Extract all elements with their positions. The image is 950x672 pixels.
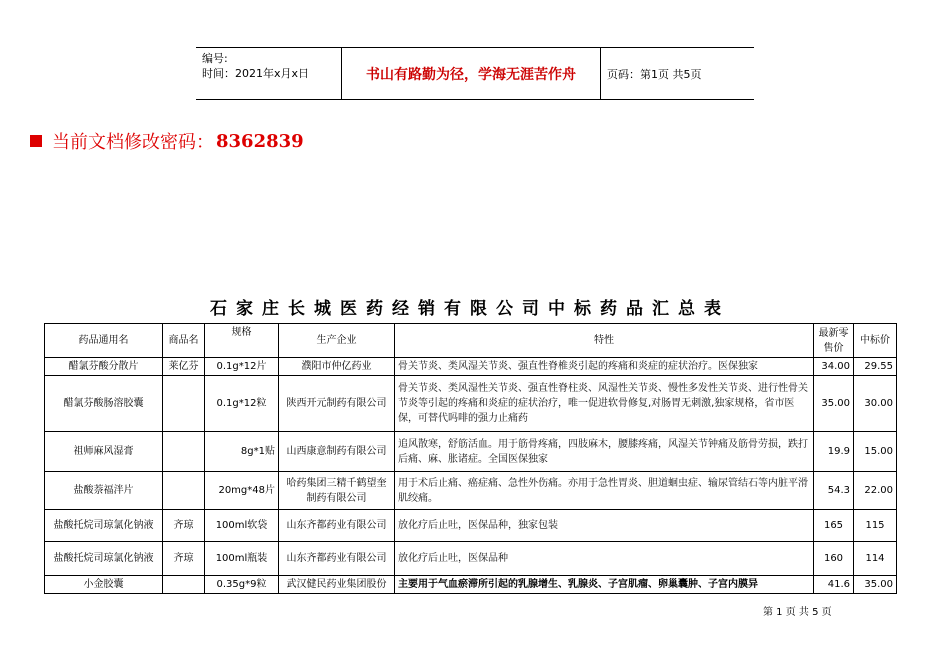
cell-brand: 齐琼 [163, 510, 205, 542]
cell-retail: 41.6 [814, 576, 854, 594]
cell-name: 醋氯芬酸肠溶胶囊 [45, 376, 163, 432]
cell-name: 盐酸萘福泮片 [45, 472, 163, 510]
header-motto: 书山有路勤为径，学海无涯苦作舟 [342, 48, 601, 99]
cell-bid: 114 [854, 542, 897, 576]
cell-maker: 武汉健民药业集团股份 [279, 576, 395, 594]
header-meta [196, 48, 342, 99]
page-header [196, 47, 754, 100]
cell-maker: 山东齐都药业有限公司 [279, 542, 395, 576]
cell-bid: 29.55 [854, 358, 897, 376]
cell-feature: 主要用于气血瘀滞所引起的乳腺增生、乳腺炎、子宫肌瘤、卵巢囊肿、子宫内膜异 [395, 576, 814, 594]
cell-name: 醋氯芬酸分散片 [45, 358, 163, 376]
cell-brand [163, 472, 205, 510]
cell-bid: 30.00 [854, 376, 897, 432]
cell-retail: 19.9 [814, 432, 854, 472]
table-row [45, 472, 897, 510]
cell-spec: 8g*1贴 [205, 432, 279, 472]
cell-spec: 20mg*48片 [205, 472, 279, 510]
cell-brand [163, 432, 205, 472]
cell-maker: 陕西开元制药有限公司 [279, 376, 395, 432]
col-header-retail: 最新零售价 [814, 324, 854, 358]
header-page-number: 页码：第1页 共5页 [607, 67, 702, 81]
col-header-brand: 商品名 [163, 324, 205, 358]
cell-spec: 100ml软袋 [205, 510, 279, 542]
cell-retail: 54.3 [814, 472, 854, 510]
password-label: 当前文档修改密码： [52, 132, 214, 153]
cell-retail: 160 [814, 542, 854, 576]
cell-name: 盐酸托烷司琼氯化钠液 [45, 510, 163, 542]
cell-feature: 放化疗后止吐，医保品种，独家包装 [395, 510, 814, 542]
cell-retail: 35.00 [814, 376, 854, 432]
cell-bid: 15.00 [854, 432, 897, 472]
table-row [45, 576, 897, 594]
cell-feature: 骨关节炎、类风湿性关节炎、强直性脊柱炎、风湿性关节炎、慢性多发性关节炎、进行性骨关节炎等引起的疼痛和炎症的症状治疗，唯一促进软骨修复,对肠胃无刺激,独家规格，省市医保，可替代吗啡的强力止痛药 [395, 376, 814, 432]
table-title: 石家庄长城医药经销有限公司中标药品汇总表 [210, 299, 730, 319]
cell-spec: 0.35g*9粒 [205, 576, 279, 594]
cell-name: 小金胶囊 [45, 576, 163, 594]
password-notice [30, 128, 304, 154]
cell-feature: 放化疗后止吐，医保品种 [395, 542, 814, 576]
cell-brand [163, 376, 205, 432]
cell-brand [163, 576, 205, 594]
col-header-spec: 规格 [205, 324, 279, 358]
table-row [45, 542, 897, 576]
cell-feature: 追风散寒，舒筋活血。用于筋骨疼痛，四肢麻木，腰膝疼痛，风湿关节钟痛及筋骨劳损，跌打后痛、麻、胀诸症。全国医保独家 [395, 432, 814, 472]
square-bullet-icon [30, 135, 42, 147]
cell-maker: 濮阳市仲亿药业 [279, 358, 395, 376]
table-row [45, 358, 897, 376]
password-code: 8362839 [216, 130, 304, 152]
table-row [45, 376, 897, 432]
cell-brand: 莱亿芬 [163, 358, 205, 376]
document-time: 时间：2021年x月x日 [202, 67, 310, 80]
cell-spec: 0.1g*12片 [205, 358, 279, 376]
cell-feature: 用于术后止痛、癌症痛、急性外伤痛。亦用于急性胃炎、胆道蛔虫症、输尿管结石等内脏平滑肌绞痛。 [395, 472, 814, 510]
cell-spec: 100ml瓶装 [205, 542, 279, 576]
cell-name: 盐酸托烷司琼氯化钠液 [45, 542, 163, 576]
col-header-feature: 特性 [395, 324, 814, 358]
table-row [45, 510, 897, 542]
document-number-label: 编号: [202, 52, 228, 65]
page-footer: 第 1 页 共 5 页 [763, 607, 832, 618]
table-row [45, 432, 897, 472]
col-header-name: 药品通用名 [45, 324, 163, 358]
cell-maker: 山东齐都药业有限公司 [279, 510, 395, 542]
cell-bid: 115 [854, 510, 897, 542]
cell-spec: 0.1g*12粒 [205, 376, 279, 432]
col-header-maker: 生产企业 [279, 324, 395, 358]
cell-bid: 22.00 [854, 472, 897, 510]
table-header-row [45, 324, 897, 358]
cell-bid: 35.00 [854, 576, 897, 594]
cell-maker: 哈药集团三精千鹤望奎制药有限公司 [279, 472, 395, 510]
cell-maker: 山西康意制药有限公司 [279, 432, 395, 472]
cell-feature: 骨关节炎、类风湿关节炎、强直性脊椎炎引起的疼痛和炎症的症状治疗。医保独家 [395, 358, 814, 376]
cell-retail: 34.00 [814, 358, 854, 376]
cell-name: 祖师麻风湿膏 [45, 432, 163, 472]
drug-table [44, 323, 897, 594]
col-header-bid: 中标价 [854, 324, 897, 358]
cell-retail: 165 [814, 510, 854, 542]
cell-brand: 齐琼 [163, 542, 205, 576]
